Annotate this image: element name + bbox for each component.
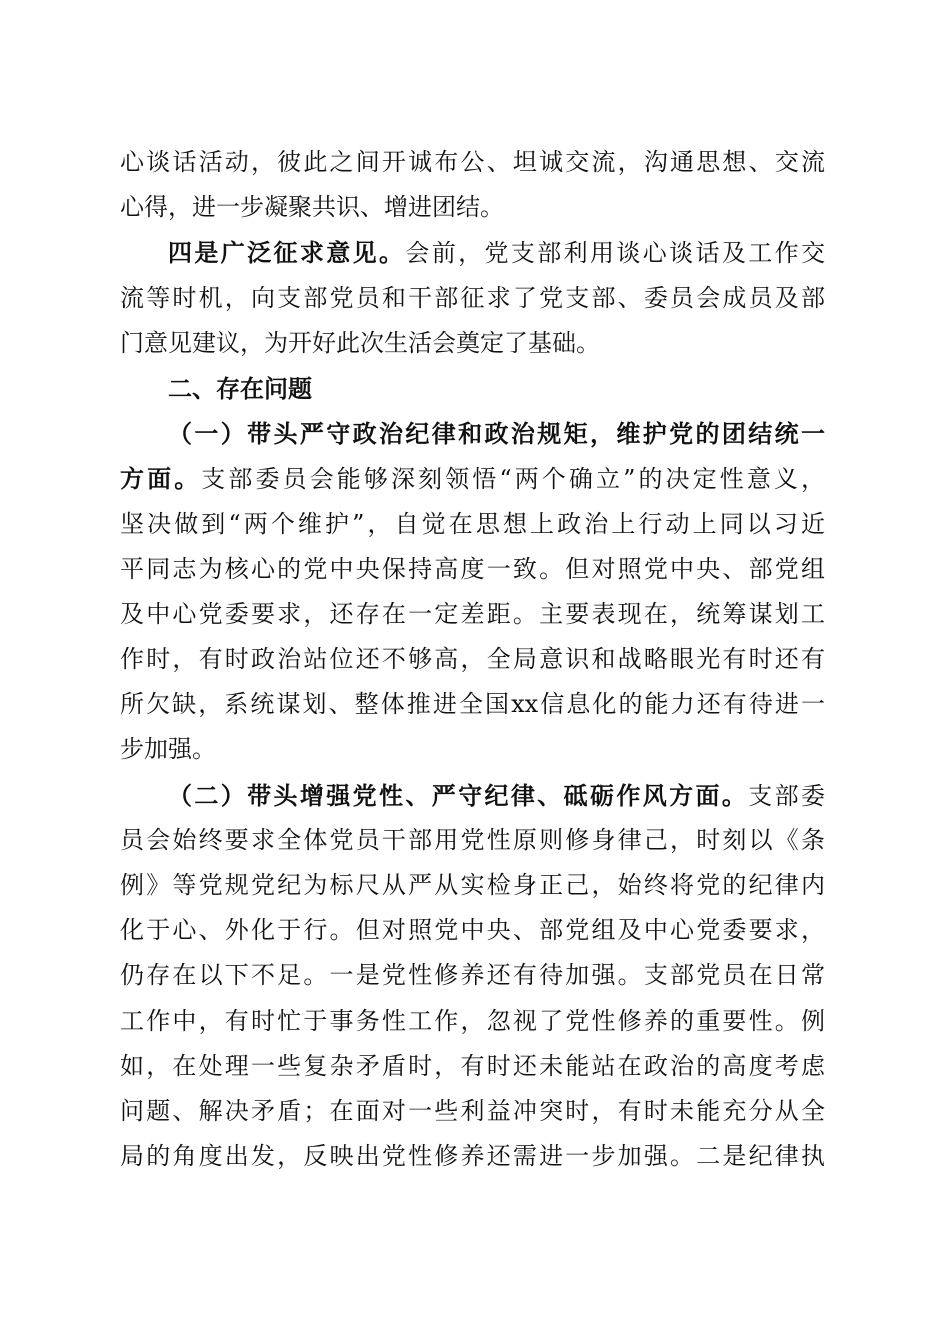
document-body [120,140,825,1179]
text-line: 所欠缺，系统谋划、整体推进全国xx信息化的能力还有待进一 [120,690,825,719]
text-line: 工作中，有时忙于事务性工作，忽视了党性修养的重要性。例 [120,1006,825,1035]
subsection-heading: （二）带头增强党性、严守纪律、砥砺作风方面。 [168,780,749,810]
text-line: 局的角度出发，反映出党性修养还需进一步加强。二是纪律执 [120,1142,825,1171]
text-line: 步加强。 [120,735,216,764]
text-line: 化于心、外化于行。但对照党中央、部党组及中心党委要求， [120,916,825,945]
paragraph-talk-activities [120,140,825,230]
text-line [120,230,825,275]
text-line: 仍存在以下不足。一是党性修养还有待加强。支部党员在日常 [120,961,825,990]
section-heading-problems [120,366,825,411]
text-line: 心谈话活动，彼此之间开诚布公、坦诚交流，沟通思想、交流 [120,148,825,176]
text-line: 流等时机，向支部党员和干部征求了党支部、委员会成员及部 [120,283,825,312]
text-line: 心得，进一步凝聚共识、增进团结。 [120,193,504,222]
text-line: 例》等党规党纪为标尺从严从实检身正己，始终将党的纪律内 [120,871,825,899]
text-line: 及中心党委要求，还存在一定差距。主要表现在，统筹谋划工 [120,599,825,628]
subsection-heading-line: （一）带头严守政治纪律和政治规矩，维护党的团结统一 [168,419,825,449]
paragraph-political-discipline [120,411,825,773]
text-line: 作时，有时政治站位还不够高，全局意识和战略眼光有时还有 [120,645,825,674]
text-line: 坚决做到“两个维护”，自觉在思想上政治上行动上同以习近 [120,509,825,538]
text-line: 问题、解决矛盾；在面对一些利益冲突时，有时未能充分从全 [120,1096,825,1125]
paragraph-party-spirit [120,773,825,1180]
paragraph-lead: 四是广泛征求意见。 [168,238,406,268]
text-line: 平同志为核心的党中央保持高度一致。但对照党中央、部党组 [120,554,825,583]
text-line: 员会始终要求全体党员干部用党性原则修身律己，时刻以《条 [120,825,825,854]
paragraph-solicit-opinions [120,230,825,366]
text-run: 支部委 [748,781,825,810]
text-line [120,773,825,818]
section-heading: 二、存在问题 [168,373,312,403]
text-run: 支部委员会能够深刻领悟“两个确立”的决定性意义， [201,465,825,494]
text-run: 会前，党支部利用谈心谈话及工作交 [405,239,825,268]
subsection-heading-tail: 方面。 [120,464,202,494]
text-line: 门意见建议，为开好此次生活会奠定了基础。 [120,328,600,357]
text-line: 如，在处理一些复杂矛盾时，有时还未能站在政治的高度考虑 [120,1051,825,1080]
text-line [120,456,825,501]
